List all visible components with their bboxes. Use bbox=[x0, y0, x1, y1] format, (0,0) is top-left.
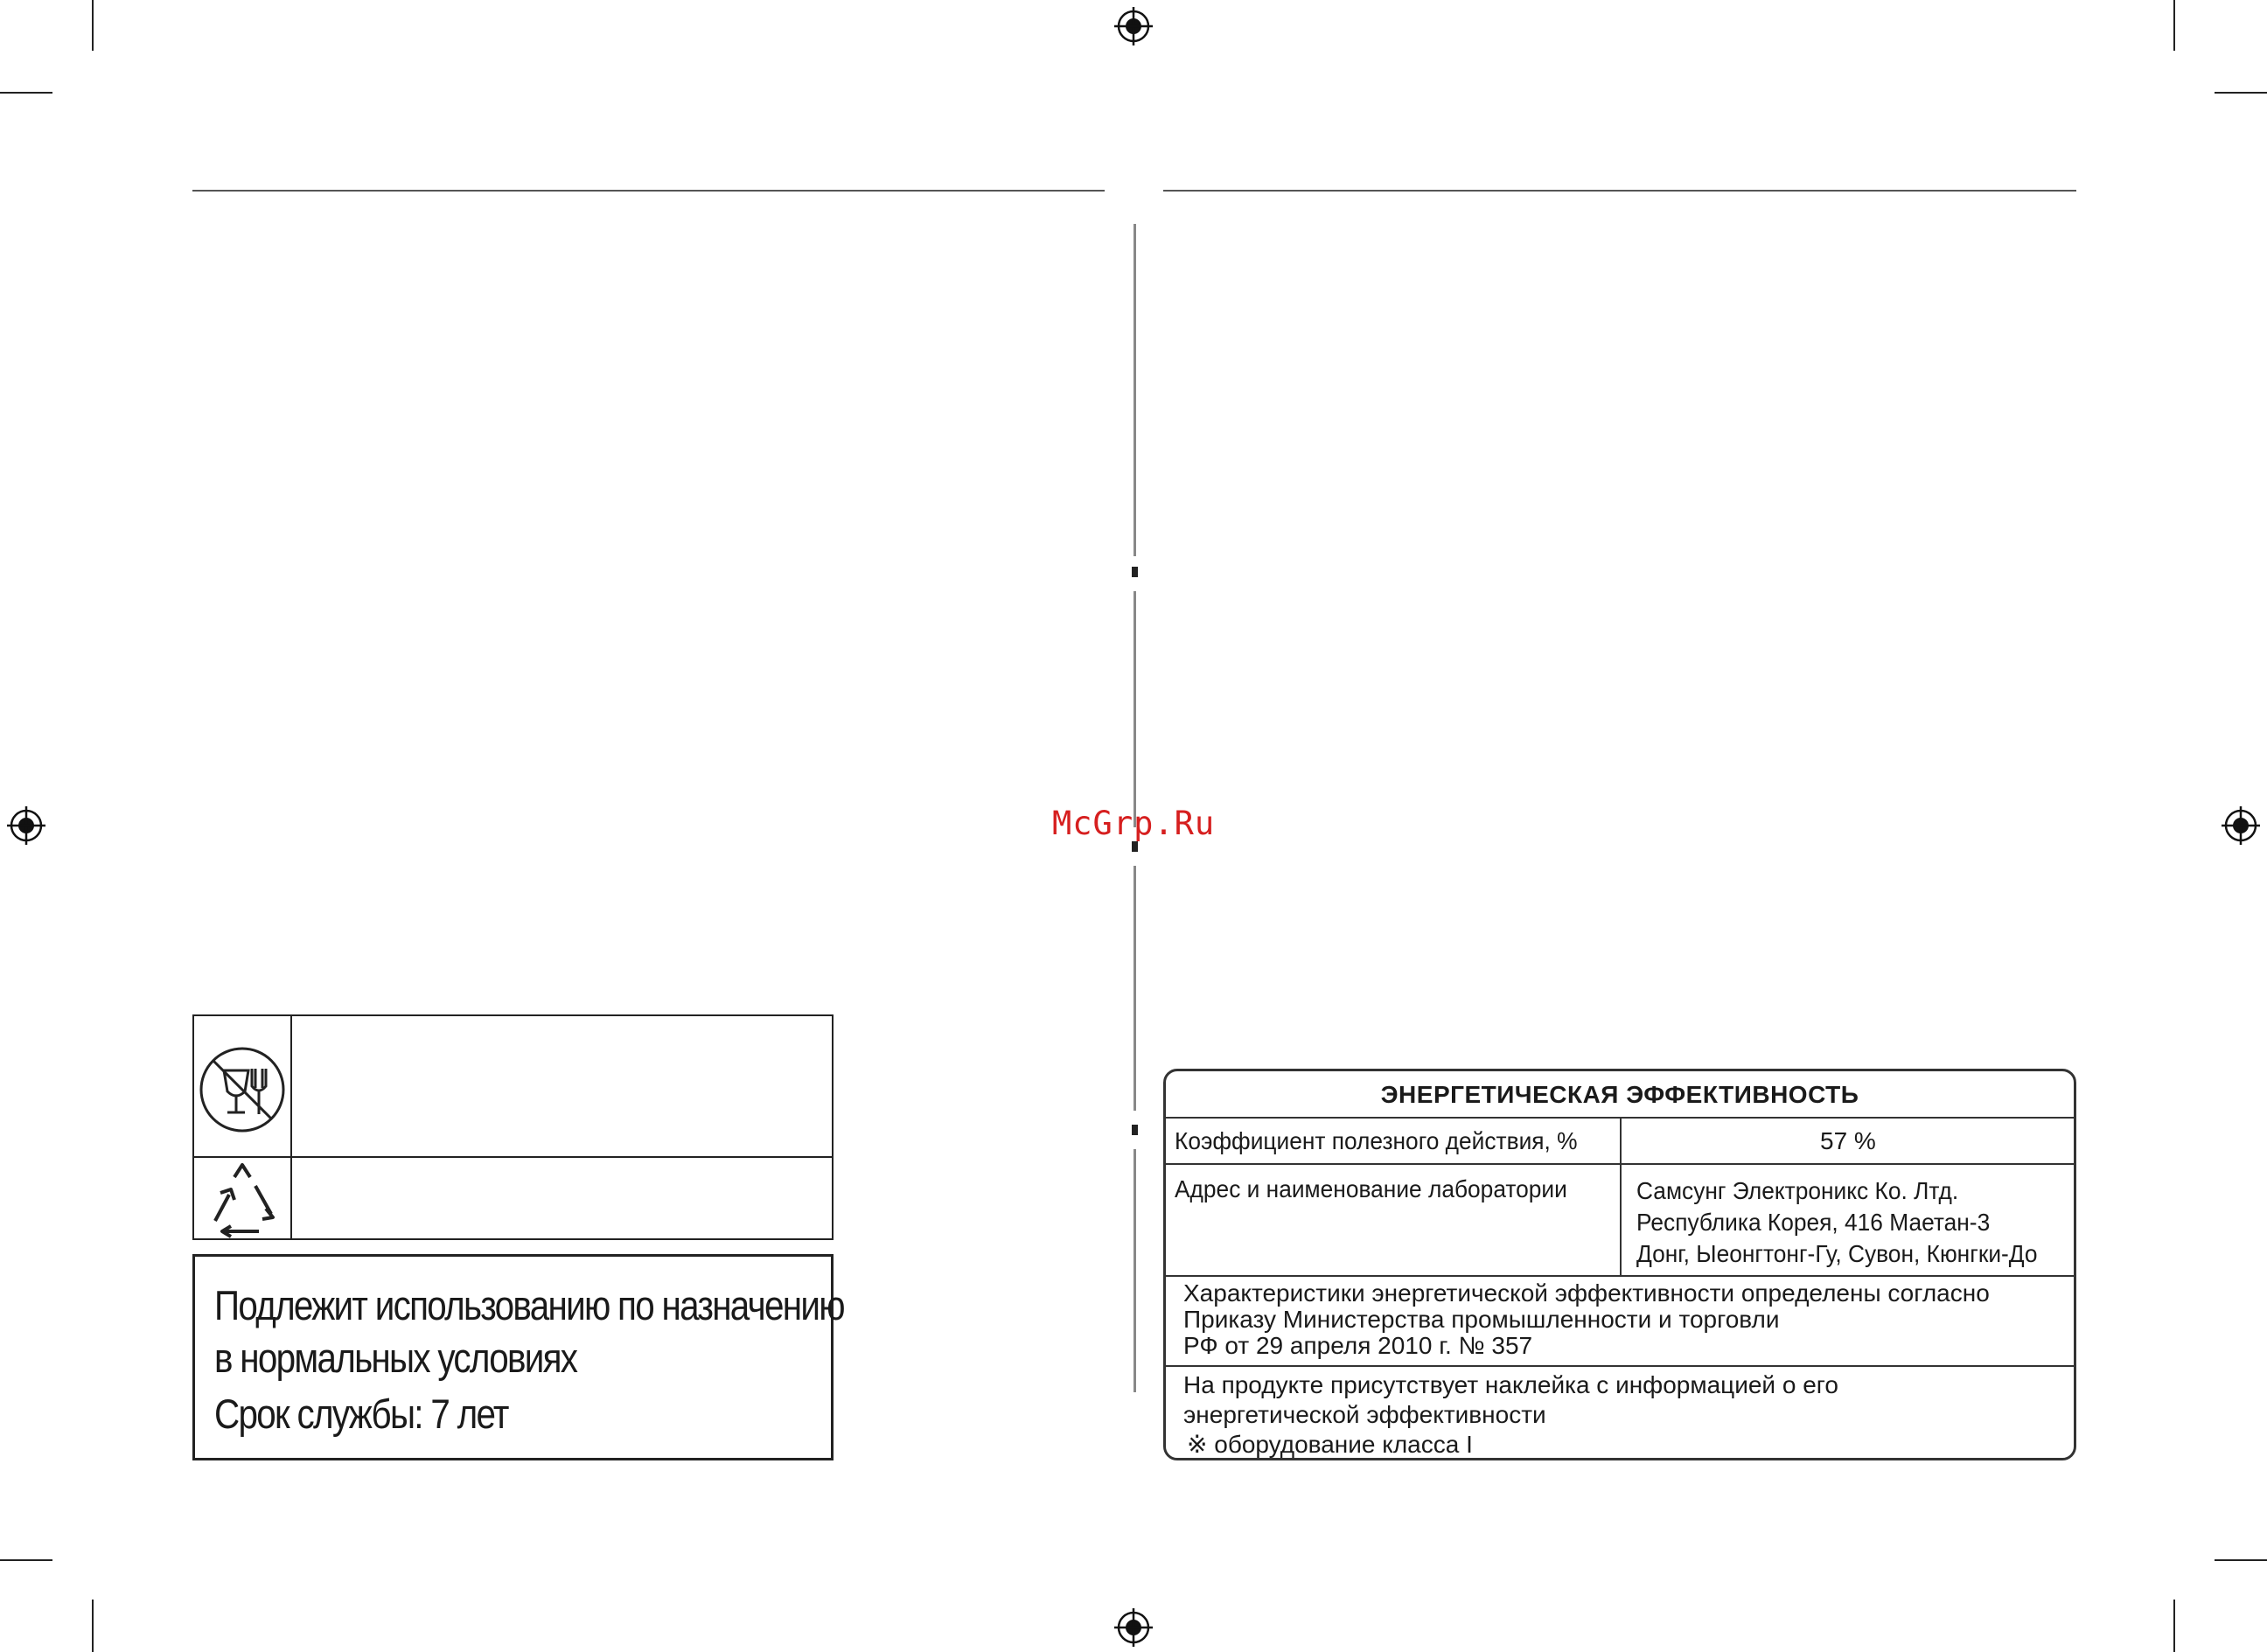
crop-mark bbox=[0, 1559, 52, 1561]
symbol-table bbox=[192, 1014, 834, 1240]
crop-mark bbox=[2173, 1600, 2175, 1652]
watermark-text: McGrp.Ru bbox=[1052, 805, 1216, 842]
registration-mark-icon bbox=[7, 806, 45, 845]
sticker-line: энергетической эффективности bbox=[1183, 1401, 1546, 1428]
symbol-icon-cell bbox=[194, 1158, 292, 1238]
column-divider bbox=[1620, 1119, 1622, 1163]
page-spine bbox=[1134, 1149, 1136, 1392]
equipment-class-line: ※ оборудование класса I bbox=[1187, 1431, 1473, 1458]
basis-line: Приказу Министерства промышленности и торговли bbox=[1183, 1306, 1780, 1333]
column-divider bbox=[1620, 1165, 1622, 1275]
laboratory-label: Адрес и наименование лаборатории bbox=[1175, 1175, 1567, 1202]
crop-mark bbox=[2215, 1559, 2267, 1561]
laboratory-address-line: Самсунг Электроникс Ко. Лтд. bbox=[1636, 1177, 1959, 1204]
page-spine bbox=[1134, 866, 1136, 1111]
usage-notice-box bbox=[192, 1254, 844, 1460]
not-food-safe-icon bbox=[194, 1016, 290, 1156]
efficiency-label: Коэффициент полезного действия, % bbox=[1175, 1127, 1578, 1154]
laboratory-address-line: Республика Корея, 416 Маетан-3 bbox=[1636, 1209, 1991, 1236]
basis-line: РФ от 29 апреля 2010 г. № 357 bbox=[1183, 1332, 1533, 1359]
page-spine bbox=[1134, 591, 1136, 827]
sticker-line: На продукте присутствует наклейка с информацией о его bbox=[1183, 1371, 1838, 1398]
efficiency-row bbox=[1166, 1119, 2074, 1165]
energy-table-title: ЭНЕРГЕТИЧЕСКАЯ ЭФФЕКТИВНОСТЬ bbox=[1166, 1071, 2074, 1119]
left-page-header-rule bbox=[192, 190, 1105, 192]
efficiency-value: 57 % bbox=[1820, 1127, 1876, 1154]
registration-mark-icon bbox=[2222, 806, 2260, 845]
spine-mark bbox=[1132, 1125, 1138, 1135]
crop-mark bbox=[2173, 0, 2175, 51]
page-spine bbox=[1134, 224, 1136, 556]
spine-mark bbox=[1132, 841, 1138, 852]
laboratory-address-line: Донг, Ыеонгтонг-Гу, Сувон, Кюнгки-До bbox=[1636, 1240, 2038, 1267]
sticker-row bbox=[1166, 1367, 2074, 1460]
symbol-row bbox=[194, 1016, 832, 1158]
crop-mark bbox=[92, 1600, 94, 1652]
service-life-line: Срок службы: 7 лет bbox=[214, 1391, 508, 1437]
crop-mark bbox=[2215, 92, 2267, 94]
energy-efficiency-table bbox=[1163, 1069, 2076, 1460]
right-page-header-rule bbox=[1163, 190, 2076, 192]
usage-line: Подлежит использованию по назначению bbox=[214, 1282, 844, 1328]
usage-line: в нормальных условиях bbox=[214, 1335, 577, 1381]
symbol-icon-cell bbox=[194, 1016, 292, 1156]
basis-line: Характеристики энергетической эффективности определены согласно bbox=[1183, 1279, 1990, 1307]
registration-mark-icon bbox=[1114, 1608, 1153, 1647]
recycle-icon bbox=[194, 1158, 290, 1240]
basis-row bbox=[1166, 1277, 2074, 1367]
spine-mark bbox=[1132, 567, 1138, 577]
crop-mark bbox=[0, 92, 52, 94]
registration-mark-icon bbox=[1114, 7, 1153, 45]
crop-mark bbox=[92, 0, 94, 51]
laboratory-row bbox=[1166, 1165, 2074, 1277]
symbol-row bbox=[194, 1158, 832, 1238]
